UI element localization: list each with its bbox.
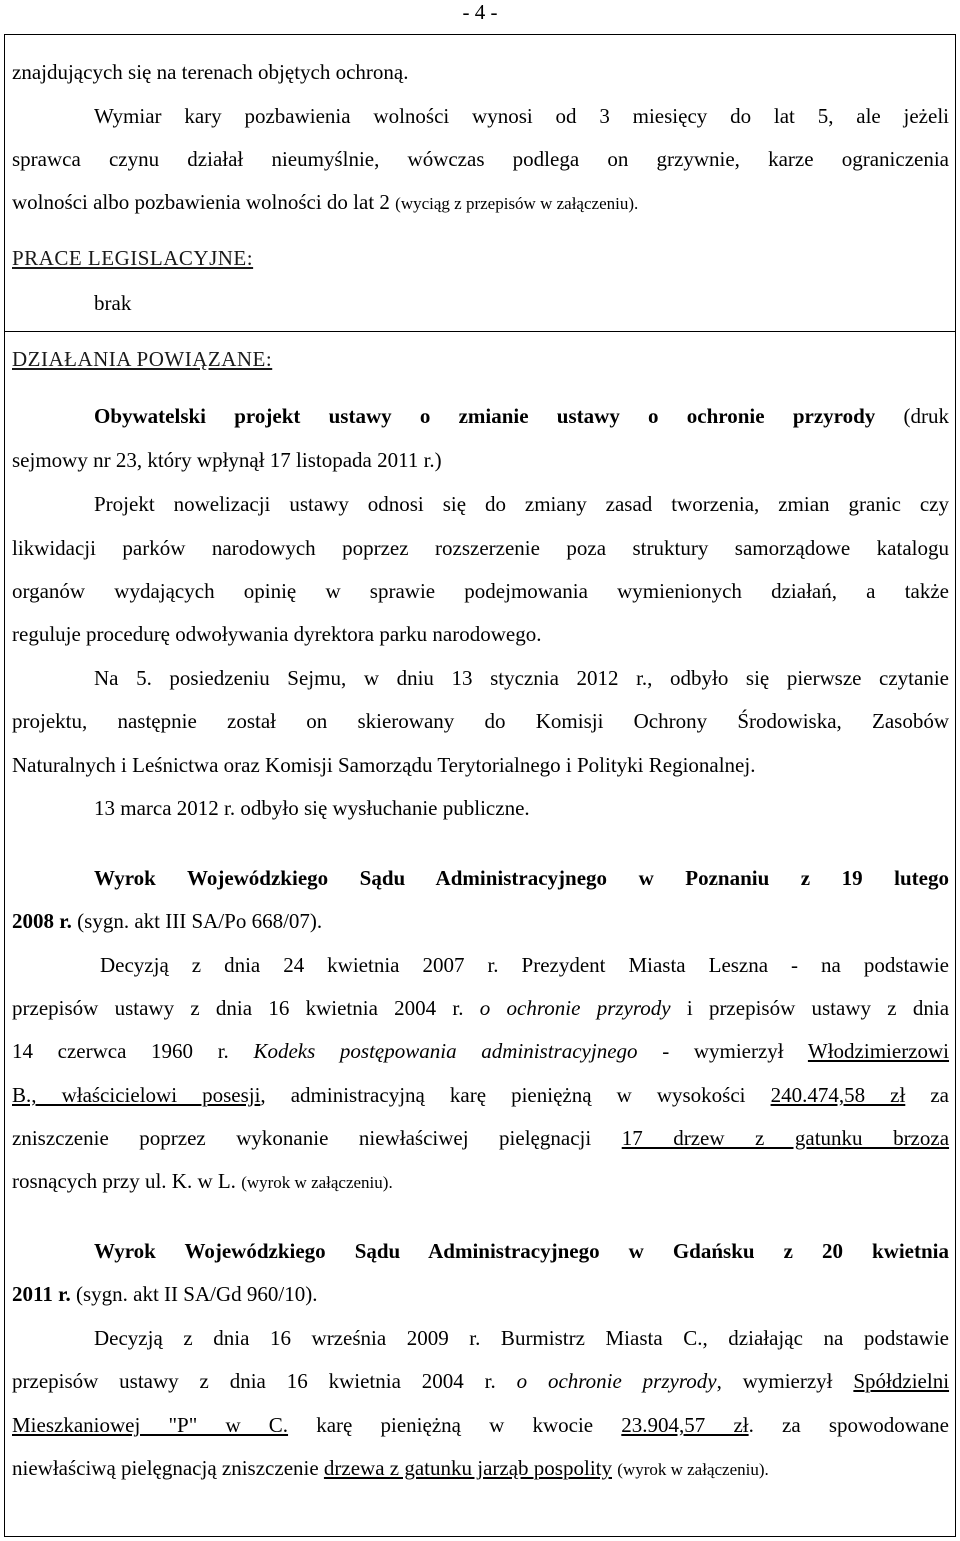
- paragraph-line: Decyzją z dnia 16 września 2009 r. Burmistrz Miasta C., działając na podstawie: [94, 1326, 949, 1350]
- text-underlined: drzewa z gatunku jarząb pospolity: [323, 1456, 612, 1480]
- text-underlined: Mieszkaniowej "P" w C.: [12, 1413, 289, 1437]
- judgment-date-line: [12, 907, 322, 935]
- text: , administracyjną karę pieniężną w wysokości: [260, 1083, 746, 1107]
- paragraph-line: Wymiar kary pozbawienia wolności wynosi od 3 miesięcy do lat 5, ale jeżeli: [94, 104, 949, 128]
- text: zniszczenie poprzez wykonanie niewłaściwej pielęgnacji: [12, 1126, 592, 1150]
- paragraph-line: [12, 1454, 769, 1484]
- text-underlined: 240.474,58 zł: [770, 1083, 906, 1107]
- text-underlined: 17 drzew z gatunku brzoza: [621, 1126, 950, 1150]
- section-divider: [5, 331, 955, 332]
- text: przepisów ustawy z dnia 16 kwietnia 2004 r.: [12, 1369, 496, 1393]
- project-title-line: [94, 402, 949, 430]
- text: - wymierzył: [662, 1039, 784, 1063]
- paragraph-line: organów wydających opinię w sprawie podejmowania wymienionych działań, a także: [12, 579, 949, 603]
- paragraph-line: 13 marca 2012 r. odbyło się wysłuchanie publiczne.: [94, 796, 530, 820]
- judgment-date: 2011 r.: [12, 1282, 71, 1306]
- paragraph-line: [12, 1411, 949, 1439]
- text: przepisów ustawy z dnia 16 kwietnia 2004 r.: [12, 996, 464, 1020]
- project-title: Obywatelski projekt ustawy o zmianie ustawy o ochronie przyrody: [94, 404, 876, 428]
- text-underlined: B., właścicielowi posesji: [12, 1083, 261, 1107]
- page-number: - 4 -: [462, 0, 498, 24]
- judgment-date-line: [12, 1280, 317, 1308]
- text: karę pieniężną w kwocie: [316, 1413, 594, 1437]
- section-heading-dzialania: DZIAŁANIA POWIĄZANE:: [12, 347, 273, 371]
- text: za: [930, 1083, 949, 1107]
- section-heading-prace: PRACE LEGISLACYJNE:: [12, 246, 254, 270]
- paragraph-line: Decyzją z dnia 24 kwietnia 2007 r. Prezydent Miasta Leszna - na podstawie: [100, 953, 949, 977]
- judgment-title: Wyrok Wojewódzkiego Sądu Administracyjnego w Poznaniu z 19 lutego: [94, 866, 949, 890]
- text-small: (wyciąg z przepisów w załączeniu).: [395, 194, 639, 213]
- paragraph-line: [12, 994, 949, 1022]
- text-underlined: Spółdzielni: [853, 1369, 950, 1393]
- paragraph-line: [12, 1081, 949, 1109]
- paragraph-line: [12, 1167, 393, 1197]
- text-underlined: Włodzimierzowi: [807, 1039, 950, 1063]
- paragraph-line: sejmowy nr 23, który wpłynął 17 listopada 2011 r.): [12, 448, 442, 472]
- text-small: (wyrok w załączeniu).: [241, 1173, 393, 1192]
- paragraph-line: [12, 1037, 949, 1065]
- text-small: (wyrok w załączeniu).: [617, 1460, 769, 1479]
- text: . za spowodowane: [748, 1413, 949, 1437]
- case-signature: (sygn. akt II SA/Gd 960/10).: [75, 1282, 318, 1306]
- paragraph-line: sprawca czynu działał nieumyślnie, wówczas podlega on grzywnie, karze ograniczenia: [12, 147, 949, 171]
- judgment-title: Wyrok Wojewódzkiego Sądu Administracyjnego w Gdańsku z 20 kwietnia: [94, 1239, 949, 1263]
- text-underlined: 23.904,57 zł: [621, 1413, 749, 1437]
- text: i przepisów ustawy z dnia: [686, 996, 950, 1020]
- paragraph-line: reguluje procedurę odwoływania dyrektora parku narodowego.: [12, 622, 542, 646]
- text: wolności albo pozbawienia wolności do lat 2: [12, 190, 390, 214]
- text: rosnących przy ul. K. w L.: [12, 1169, 236, 1193]
- paragraph-line: projektu, następnie został on skierowany do Komisji Ochrony Środowiska, Zasobów: [12, 709, 949, 733]
- paragraph-line: [12, 1124, 949, 1152]
- text: , wymierzył: [716, 1369, 833, 1393]
- judgment-date: 2008 r.: [12, 909, 72, 933]
- case-signature: (sygn. akt III SA/Po 668/07).: [77, 909, 323, 933]
- paragraph-line: Na 5. posiedzeniu Sejmu, w dniu 13 stycznia 2012 r., odbyło się pierwsze czytanie: [94, 666, 949, 690]
- paragraph-line: likwidacji parków narodowych poprzez rozszerzenie poza struktury samorządowe katalogu: [12, 536, 949, 560]
- text: (druk: [903, 404, 950, 428]
- text: niewłaściwą pielęgnacją zniszczenie: [12, 1456, 319, 1480]
- prace-value: brak: [94, 291, 132, 315]
- text-italic: Kodeks postępowania administracyjnego: [253, 1039, 638, 1063]
- text-italic: o ochronie przyrody: [516, 1369, 717, 1393]
- text: 14 czerwca 1960 r.: [12, 1039, 229, 1063]
- paragraph-line: Naturalnych i Leśnictwa oraz Komisji Samorządu Terytorialnego i Polityki Regionalnej.: [12, 753, 756, 777]
- text-italic: o ochronie przyrody: [479, 996, 671, 1020]
- paragraph-line: znajdujących się na terenach objętych ochroną.: [12, 60, 409, 84]
- paragraph-line: [12, 188, 638, 218]
- paragraph-line: [12, 1367, 949, 1395]
- paragraph-line: Projekt nowelizacji ustawy odnosi się do zmiany zasad tworzenia, zmian granic czy: [94, 492, 949, 516]
